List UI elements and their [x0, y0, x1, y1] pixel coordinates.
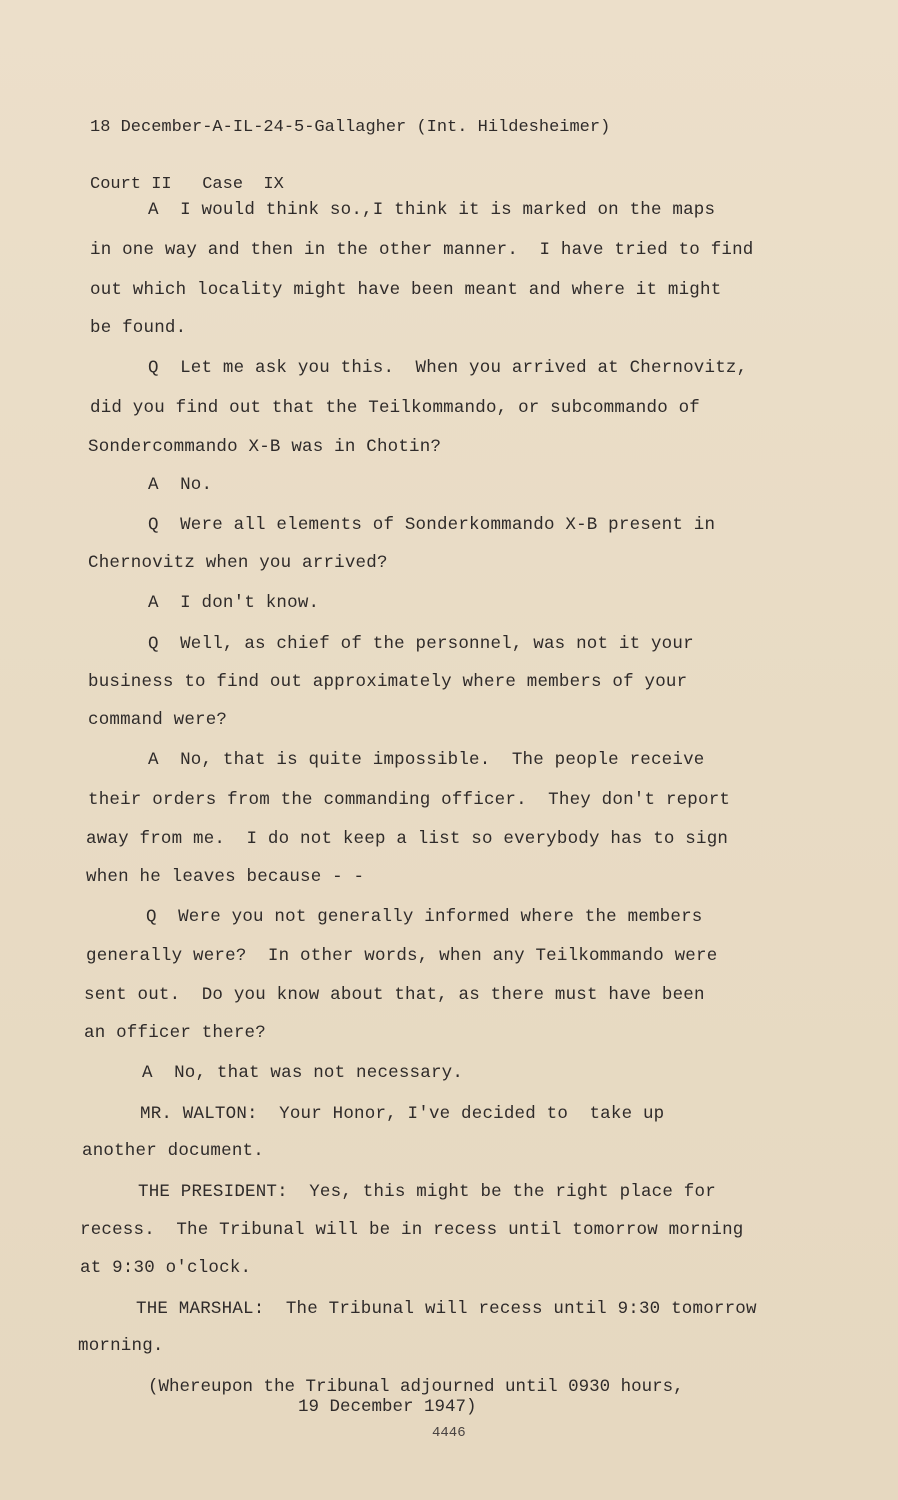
- transcript-line: Sondercommando X-B was in Chotin?: [88, 437, 442, 457]
- transcript-line: A No, that was not necessary.: [142, 1063, 464, 1083]
- transcript-line: away from me. I do not keep a list so everybody has to sign: [86, 829, 729, 849]
- transcript-line: MR. WALTON: Your Honor, I've decided to take up: [140, 1104, 665, 1124]
- transcript-line: Q Were all elements of Sonderkommando X-B present in: [148, 515, 716, 535]
- transcript-line: recess. The Tribunal will be in recess until tomorrow morning: [80, 1220, 744, 1240]
- adjournment-note-line-2: 19 December 1947): [298, 1397, 477, 1417]
- transcript-line: A I would think so.,I think it is marked on the maps: [148, 200, 716, 220]
- transcript-line: A No, that is quite impossible. The people receive: [148, 750, 705, 770]
- transcript-line: command were?: [88, 710, 228, 730]
- header-line-1: 18 December-A-IL-24-5-Gallagher (Int. Hildesheimer): [90, 118, 611, 137]
- transcript-line: when he leaves because - -: [86, 867, 365, 887]
- transcript-line: their orders from the commanding officer. They don't report: [88, 790, 731, 810]
- transcript-line: at 9:30 o'clock.: [80, 1258, 252, 1278]
- transcript-line: A No.: [148, 475, 213, 495]
- transcript-line: out which locality might have been meant and where it might: [90, 280, 722, 300]
- transcript-line: Q Let me ask you this. When you arrived at Chernovitz,: [148, 358, 748, 378]
- adjournment-note-line-1: (Whereupon the Tribunal adjourned until 0930 hours,: [148, 1377, 684, 1397]
- header-line-2: Court II Case IX: [90, 175, 284, 194]
- page-number: 4446: [432, 1425, 466, 1441]
- transcript-line: sent out. Do you know about that, as there must have been: [84, 985, 705, 1005]
- transcript-line: Chernovitz when you arrived?: [88, 553, 388, 573]
- transcript-line: THE MARSHAL: The Tribunal will recess until 9:30 tomorrow: [136, 1299, 757, 1319]
- transcript-line: Q Were you not generally informed where the members: [146, 907, 703, 927]
- transcript-line: Q Well, as chief of the personnel, was not it your: [148, 634, 694, 654]
- transcript-line: generally were? In other words, when any Teilkommando were: [86, 946, 718, 966]
- transcript-line: another document.: [82, 1141, 264, 1161]
- transcript-line: morning.: [78, 1336, 164, 1356]
- transcript-line: in one way and then in the other manner. I have tried to find: [90, 240, 754, 260]
- transcript-line: be found.: [90, 318, 187, 338]
- transcript-line: A I don't know.: [148, 593, 320, 613]
- transcript-line: an officer there?: [84, 1023, 266, 1043]
- transcript-line: THE PRESIDENT: Yes, this might be the right place for: [138, 1182, 716, 1202]
- transcript-line: business to find out approximately where members of your: [88, 672, 688, 692]
- transcript-line: did you find out that the Teilkommando, or subcommando of: [90, 398, 700, 418]
